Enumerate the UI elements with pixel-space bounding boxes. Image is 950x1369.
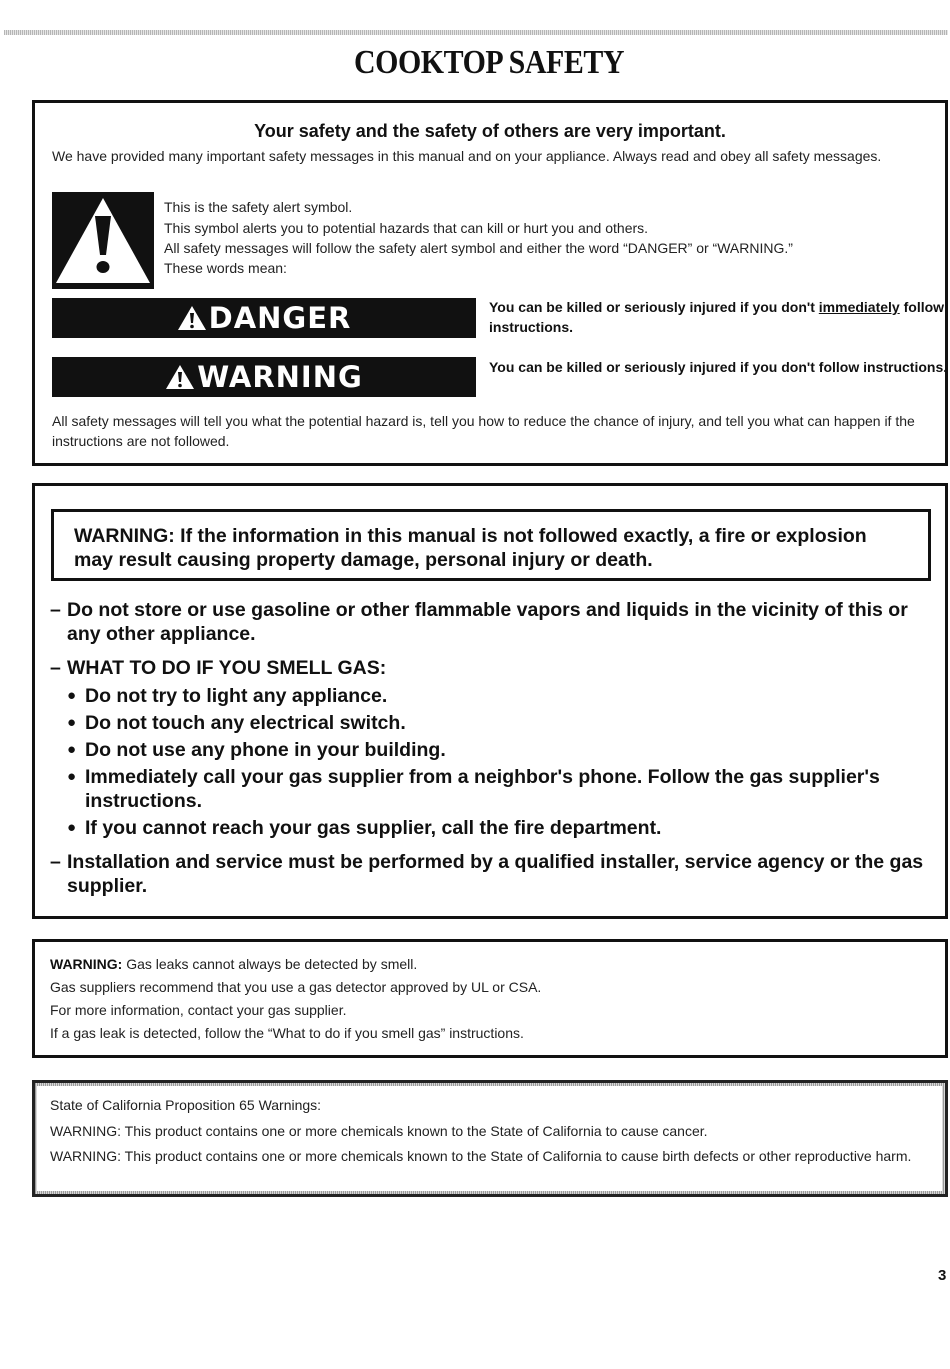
danger-label: DANGER <box>208 301 352 335</box>
top-rule <box>4 30 948 35</box>
safety-alert-symbol-icon <box>52 192 154 289</box>
prop65-line: WARNING: This product contains one or more chemicals known to the State of California to cause birth defects or other reproductive harm. <box>50 1148 912 1164</box>
warning-signal-bar <box>52 357 476 397</box>
gas-leak-line: If a gas leak is detected, follow the “What to do if you smell gas” instructions. <box>50 1025 524 1041</box>
warning-triangle-icon <box>177 305 207 331</box>
prop65-line: WARNING: This product contains one or more chemicals known to the State of California to cause cancer. <box>50 1122 708 1139</box>
safety-outro-text: All safety messages will tell you what the potential hazard is, tell you how to reduce the chance of injury, and tell you what can happen if the instructions are not followed. <box>52 413 915 449</box>
bullet-icon: ● <box>67 819 77 836</box>
gas-leak-line: Gas suppliers recommend that you use a gas detector approved by UL or CSA. <box>50 979 542 995</box>
alert-line: These words mean: <box>164 259 287 276</box>
list-item: ● If you cannot reach your gas supplier, call the fire department. <box>67 817 662 839</box>
alert-line: This is the safety alert symbol. <box>164 199 353 215</box>
gas-leak-text <box>50 955 930 1047</box>
danger-meaning: You can be killed or seriously injured if you don't immediately follow instructions. <box>489 299 945 335</box>
danger-signal-bar <box>52 298 476 338</box>
immediately-emphasis: immediately <box>818 299 900 315</box>
list-item: ● Immediately call your gas supplier from a neighbor's phone. Follow the gas supplier's instructions. <box>67 766 880 812</box>
alert-line: All safety messages will follow the safety alert symbol and either the word “DANGER” or “WARNING.” <box>164 240 793 256</box>
warning-label: WARNING <box>197 360 363 394</box>
safety-intro-text: We have provided many important safety messages in this manual and on your appliance. Always read and obey all safety messages. <box>52 148 882 164</box>
prop65-text <box>50 1096 930 1173</box>
alert-line: This symbol alerts you to potential hazards that can kill or hurt you and others. <box>164 219 649 236</box>
prop65-panel <box>37 1086 942 1191</box>
gas-warning-box <box>32 483 948 919</box>
gas-instructions-list <box>50 598 935 898</box>
prop65-box <box>32 1080 948 1197</box>
list-item: – Installation and service must be performed by a qualified installer, service agency or the gas supplier. <box>50 851 924 897</box>
safety-heading: Your safety and the safety of others are very important. <box>254 121 726 141</box>
list-item: ● Do not try to light any appliance. <box>67 685 388 707</box>
warning-triangle-icon <box>165 364 195 390</box>
bullet-icon: ● <box>67 741 77 758</box>
list-item: – Do not store or use gasoline or other flammable vapors and liquids in the vicinity of this or any other appliance. <box>50 599 908 645</box>
alert-symbol-explanation <box>164 198 934 279</box>
list-item: ● Do not use any phone in your building. <box>67 739 446 761</box>
prop65-line: State of California Proposition 65 Warnings: <box>50 1097 322 1113</box>
fire-explosion-warning: WARNING: If the information in this manual is not followed exactly, a fire or explosion may result causing property damage, personal injury or death. <box>51 509 931 581</box>
gas-leak-box <box>32 939 948 1058</box>
bullet-icon: ● <box>67 768 77 785</box>
page-number: 3 <box>938 1267 947 1284</box>
gas-leak-line: For more information, contact your gas supplier. <box>50 1002 347 1018</box>
safety-intro-box <box>32 100 948 466</box>
bullet-icon: ● <box>67 687 77 704</box>
bullet-icon: ● <box>67 714 77 731</box>
warning-label: WARNING: <box>50 956 123 972</box>
page-title: COOKTOP SAFETY <box>353 44 625 81</box>
warning-meaning: You can be killed or seriously injured if you don't follow instructions. <box>489 359 948 375</box>
list-item: – WHAT TO DO IF YOU SMELL GAS: <box>50 657 387 679</box>
gas-leak-warning-line: WARNING: Gas leaks cannot always be detected by smell. <box>50 956 418 972</box>
smell-gas-steps <box>67 684 935 840</box>
list-item: ● Do not touch any electrical switch. <box>67 712 406 734</box>
